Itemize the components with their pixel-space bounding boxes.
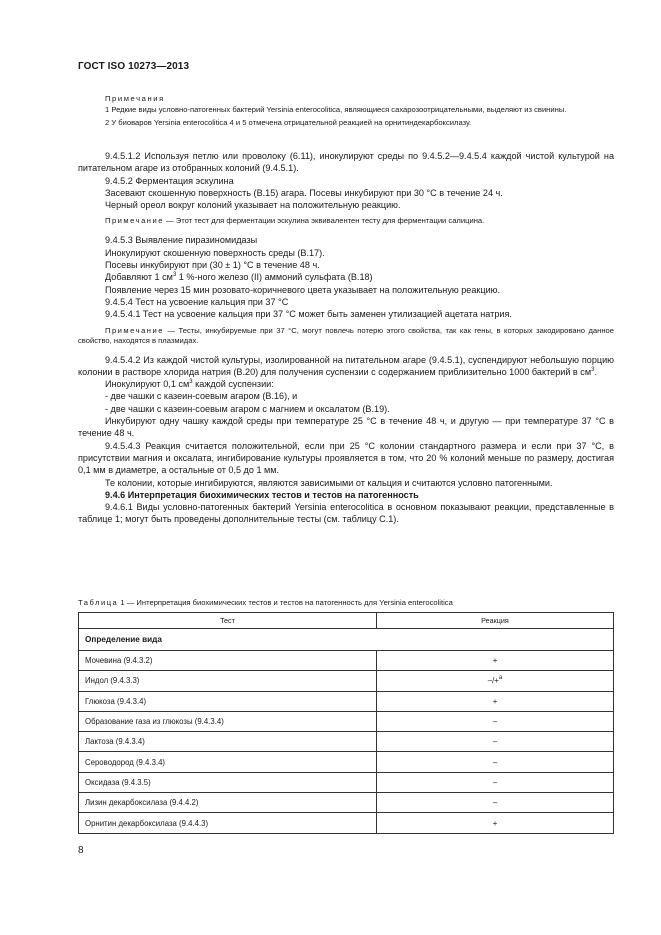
caption-label: Таблица [78,598,119,607]
table-header-row [79,613,614,629]
paragraph-incubate: Инкубируют одну чашку каждой среды при температуре 25 °С в течение 48 ч, и другую — при температуре 37 °С в течение 48 ч. [78,416,614,439]
test-cell: Лизин декарбоксилаза (9.4.4.2) [79,793,377,813]
heading-9-4-6: 9.4.6 Интерпретация биохимических тестов и тестов на патогенность [105,489,419,500]
bullet-1: - две чашки с казеин-соевым агаром (В.16), и [105,391,298,402]
paragraph-9-4-5-4-1: 9.4.5.4.1 Тест на усвоение кальция при 37 °С может быть заменен утилизацией ацетата натрия. [105,309,512,320]
test-cell: Глюкоза (9.4.3.4) [79,691,377,711]
caption-text: 1 — Интерпретация биохимических тестов и тестов на патогенность для Yersinia enterocolitica [118,598,453,607]
heading-9-4-5-2: 9.4.5.2 Ферментация эскулина [105,175,234,186]
paragraph-pyrazin-4: Появление через 15 мин розовато-коричневого цвета указывает на положительную реакцию. [105,284,501,295]
test-cell: Орнитин декарбоксилаза (9.4.4.3) [79,813,377,833]
table-row [79,711,614,731]
test-cell: Оксидаза (9.4.3.5) [79,772,377,792]
test-cell: Лактоза (9.4.3.4) [79,732,377,752]
note-label: Примечание [105,325,164,335]
column-header-test: Тест [79,613,377,629]
notes-title: Примечания [105,94,165,103]
reaction-cell: + [377,813,614,833]
reaction-cell: –/+$^a$ [377,671,614,691]
paragraph-esculin-2: Черный ореол вокруг колоний указывает на положительную реакцию. [105,200,401,211]
table-row [79,671,614,691]
note-plasmid [78,326,614,346]
paragraph-inoculate: Инокулируют 0,1 $см^3$ каждой суспензии: [105,379,274,390]
table-caption [78,598,618,607]
table-row [79,732,614,752]
paragraph-pyrazin-3: Добавляют 1 $см^3$ 1 %-ного железо (II) аммоний сульфата (В.18) [105,272,373,283]
note-1: 1 Редкие виды условно-патогенных бактерий Yersinia enterocolitica, являющиеся сахарозоотрицательными, выделяют из свинины. [105,105,567,114]
paragraph-calcium-dependent: Те колонии, которые ингибируются, являются зависимыми от кальция и считаются условно патогенными. [105,477,553,488]
reaction-cell: – [377,711,614,731]
reaction-cell: + [377,651,614,671]
paragraph-9-4-5-4-3: 9.4.5.4.3 Реакция считается положительной, если при 25 °С колонии стандартного размера и если при 37 °С, в присутствии магния и оксалата, ингибирование культуры проявляется в том, что 20 % колоний меньше по размеру, достигая 0,1 мм в диаметре, а остальные от 0,5 до 1 мм. [78,440,614,476]
table-row [79,752,614,772]
note-esculin [78,216,614,226]
reaction-cell: – [377,752,614,772]
paragraph-esculin-1: Засевают скошенную поверхность (В.15) агара. Посевы инкубируют при 30 °С в течение 24 ч. [105,187,503,198]
reaction-cell: – [377,793,614,813]
column-header-reaction: Реакция [377,613,614,629]
paragraph-9-4-5-4-2: 9.4.5.4.2 Из каждой чистой культуры, изолированной на питательном агаре (9.4.5.1), суспендируют небольшую порцию колонии в растворе хлорида натрия (В.20) для получения суспензии с содержанием приблизительно 1000 бактерий в $см^3$. [78,354,614,377]
test-cell: Индол (9.4.3.3) [79,671,377,691]
table-row [79,651,614,671]
main-text [78,150,614,526]
test-cell: Сероводород (9.4.3.4) [79,752,377,772]
table-row [79,813,614,833]
bullet-2: - две чашки с казеин-соевым агаром с магнием и оксалатом (В.19). [105,403,390,414]
paragraph-9-4-5-1-2: 9.4.5.1.2 Используя петлю или проволоку (6.11), инокулируют среды по 9.4.5.2—9.4.5.4 каждой чистой культурой на питательном агаре из отобранных колоний (9.4.5.1). [78,151,614,174]
interpretation-table [78,612,614,834]
reaction-cell: – [377,772,614,792]
heading-9-4-5-3: 9.4.5.3 Выявление пиразиномидазы [105,235,258,246]
section-label: Определение вида [79,629,614,651]
note-text: — Этот тест для ферментации эскулина эквивалентен тесту для ферментации салицина. [163,216,485,226]
paragraph-pyrazin-2: Посевы инкубируют при (30 ± 1) °С в течение 48 ч. [105,260,320,271]
note-text: — Тесты, инкубируемые при 37 °С, могут повлечь потерю этого свойства, так как гены, в которых закодировано данное свойство, находятся в плазмидах. [78,325,614,345]
test-cell: Образование газа из глюкозы (9.4.3.4) [79,711,377,731]
page-number: 8 [78,845,84,856]
heading-9-4-5-4: 9.4.5.4 Тест на усвоение кальция при 37 °С [105,296,289,307]
table-section-row [79,629,614,651]
reaction-cell: + [377,691,614,711]
document-header: ГОСТ ISO 10273—2013 [78,61,190,72]
reaction-cell: – [377,732,614,752]
note-label: Примечание [105,216,164,226]
table-row [79,793,614,813]
table-row [79,691,614,711]
test-cell: Мочевина (9.4.3.2) [79,651,377,671]
notes-block [78,94,614,128]
note-2: 2 У биоваров Yersinia enterocolitica 4 и 5 отмечена отрицательной реакцией на орнитиндекарбоксилазу. [105,118,472,127]
paragraph-pyrazin-1: Инокулируют скошенную поверхность среды (В.17). [105,247,325,258]
table-row [79,772,614,792]
paragraph-9-4-6-1: 9.4.6.1 Виды условно-патогенных бактерий Yersinia enterocolitica в основном показывают реакции, представленные в таблице 1; могут быть проведены дополнительные тесты (см. таблицу С.1). [78,502,614,525]
